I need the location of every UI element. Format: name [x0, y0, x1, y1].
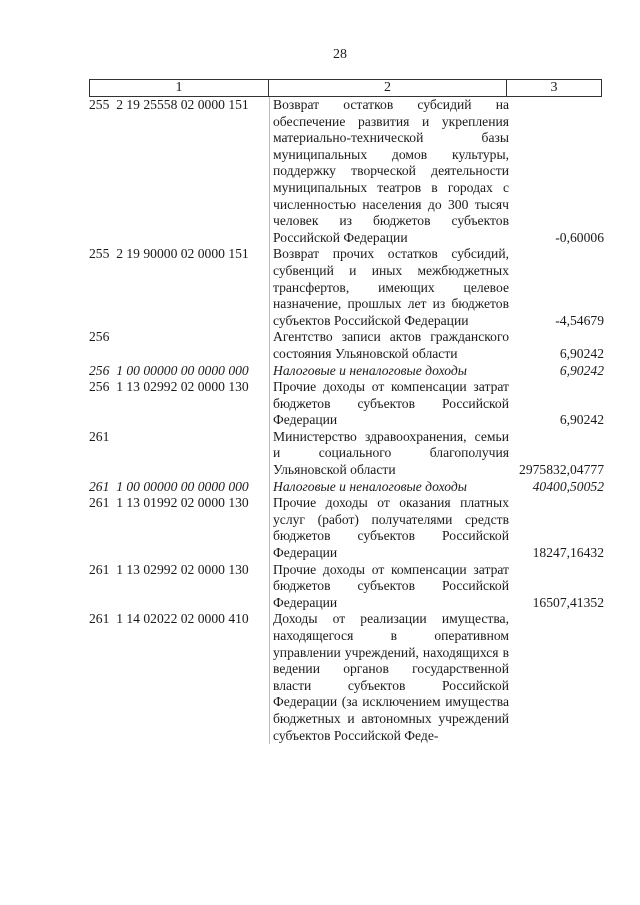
column-header-1: 1	[90, 80, 269, 97]
table-row	[89, 97, 604, 246]
column-header-table	[89, 79, 602, 97]
row-amount	[509, 611, 604, 744]
row-code: 261 1 14 02022 02 0000 410	[89, 611, 249, 627]
row-code: 261 1 00 00000 00 0000 000	[89, 478, 249, 494]
row-description: Возврат прочих остатков субсидий, субвенций и иных межбюджетных трансфертов, имеющих целевое назначение, прошлых лет из бюджетов субъектов Российской Федерации	[269, 246, 509, 329]
row-code: 256 1 13 02992 02 0000 130	[89, 379, 249, 395]
row-description: Прочие доходы от оказания платных услуг (работ) получателями средств бюджетов субъектов Российской Федерации	[269, 495, 509, 561]
budget-rows	[89, 97, 604, 744]
row-amount: 18247,16432	[532, 545, 604, 561]
row-code: 261 1 13 02992 02 0000 130	[89, 561, 249, 577]
row-amount: -4,54679	[555, 312, 604, 328]
row-code: 255 2 19 90000 02 0000 151	[89, 246, 249, 262]
table-row	[89, 379, 604, 429]
table-row	[89, 562, 604, 612]
row-code: 261	[89, 428, 110, 444]
row-amount: 6,90242	[559, 362, 604, 378]
row-description: Агентство записи актов гражданского состояния Ульяновской области	[269, 329, 509, 362]
row-amount: 6,90242	[559, 412, 604, 428]
row-code: 256	[89, 329, 110, 345]
row-description: Налоговые и неналоговые доходы	[269, 479, 509, 496]
page-number: 28	[333, 47, 347, 62]
row-description: Прочие доходы от компенсации затрат бюджетов субъектов Российской Федерации	[269, 379, 509, 429]
row-description: Министерство здравоохранения, семьи и социального благополучия Ульяновской области	[269, 429, 509, 479]
row-description: Налоговые и неналоговые доходы	[269, 363, 509, 380]
table-row	[89, 495, 604, 561]
column-header-3: 3	[507, 80, 602, 97]
row-description: Возврат остатков субсидий на обеспечение развития и укрепления материально-технической базы муниципальных домов культуры, поддержку творческой деятельности муниципальных театров в городах с численностью населения до 300 тысяч человек из бюджетов субъектов Российской Федерации	[269, 97, 509, 246]
row-amount: 16507,41352	[532, 594, 604, 610]
table-row	[89, 479, 604, 496]
table-row	[89, 429, 604, 479]
row-description: Прочие доходы от компенсации затрат бюджетов субъектов Российской Федерации	[269, 562, 509, 612]
row-code: 261 1 13 01992 02 0000 130	[89, 495, 249, 511]
table-row	[89, 246, 604, 329]
row-code: 255 2 19 25558 02 0000 151	[89, 97, 249, 112]
row-code: 256 1 00 00000 00 0000 000	[89, 362, 249, 378]
row-amount: 6,90242	[559, 345, 604, 361]
table-row	[89, 611, 604, 744]
table-row	[89, 363, 604, 380]
row-description: Доходы от реализации имущества, находящегося в оперативном управлении учреждений, находящихся в ведении органов государственной власти субъектов Российской Федерации (за исключением имущества бюджетных и автономных учреждений субъектов Российской Феде-	[269, 611, 509, 744]
row-amount: 2975832,04777	[519, 462, 604, 478]
row-amount: 40400,50052	[532, 478, 604, 494]
row-amount: -0,60006	[555, 229, 604, 245]
column-header-2: 2	[269, 80, 507, 97]
table-row	[89, 329, 604, 362]
